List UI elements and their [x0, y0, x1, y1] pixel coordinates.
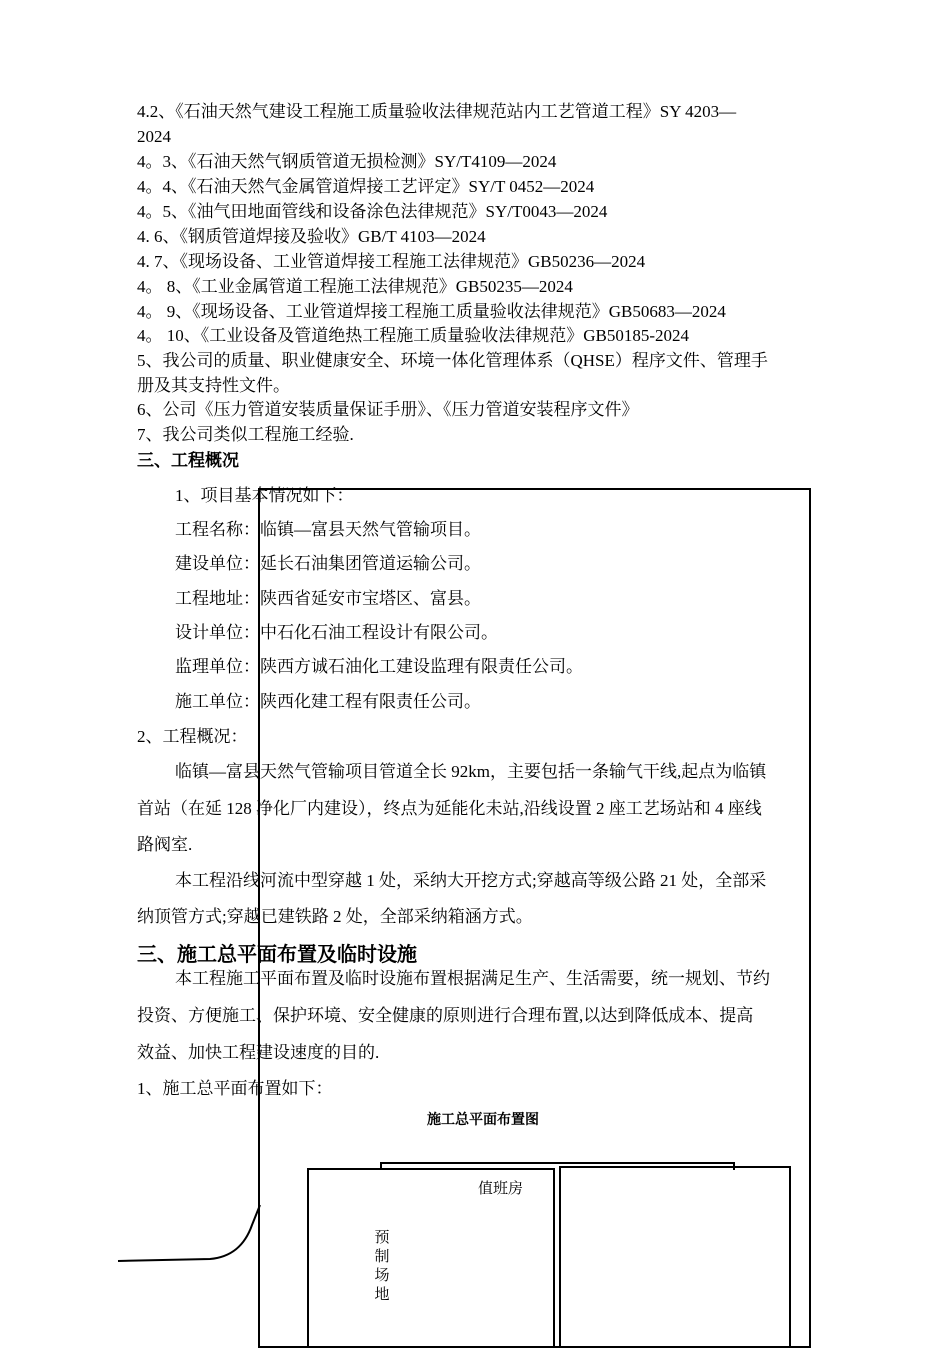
standard-item: 4. 7、《现场设备、工业管道焊接工程施工法律规范》GB50236—2024: [137, 252, 646, 271]
crossing-paragraph: 本工程沿线河流中型穿越 1 处，采纳大开挖方式;穿越高等级公路 21 处，全部采: [175, 871, 767, 890]
standard-item: 4。5、《油气田地面管线和设备涂色法律规范》SY/T0043—2024: [137, 202, 608, 221]
prefab-site-label-char: 制: [374, 1249, 390, 1265]
contractor-unit: 施工单位：陕西化建工程有限责任公司。: [175, 692, 481, 711]
supervision-unit: 监理单位：陕西方诚石油化工建设监理有限责任公司。: [175, 657, 583, 676]
section-heading-overview: 三、工程概况: [137, 451, 239, 471]
standard-item: 4。 9、《现场设备、工业管道焊接工程施工质量验收法律规范》GB50683—2024: [137, 302, 726, 321]
standard-item: 4. 6、《钢质管道焊接及验收》GB/T 4103—2024: [137, 227, 486, 246]
layout-paragraph: 效益、加快工程建设速度的目的.: [137, 1043, 380, 1062]
standard-item: 4。 10、《工业设备及管道绝热工程施工质量验收法律规范》GB50185-2024: [137, 326, 690, 345]
standard-item: 4。3、《石油天然气钢质管道无损检测》SY/T4109—2024: [137, 152, 557, 171]
layout-paragraph: 投资、方便施工、保护环境、安全健康的原则进行合理布置,以达到降低成本、提高: [137, 1006, 754, 1025]
construction-unit: 建设单位：延长石油集团管道运输公司。: [175, 554, 481, 573]
prefab-site-label-char: 场: [374, 1268, 390, 1284]
standard-item-continuation: 2024: [137, 127, 171, 146]
basis-item: 5、我公司的质量、职业健康安全、环境一体化管理体系（QHSE）程序文件、管理手: [137, 351, 768, 370]
site-plan-title: 施工总平面布置图: [427, 1112, 539, 1128]
basis-item: 7、我公司类似工程施工经验.: [137, 425, 354, 444]
basis-item: 6、公司《压力管道安装质量保证手册》、《压力管道安装程序文件》: [137, 400, 639, 419]
standard-item: 4。 8、《工业金属管道工程施工法律规范》GB50235—2024: [137, 277, 573, 296]
design-unit: 设计单位：中石化石油工程设计有限公司。: [175, 623, 498, 642]
layout-paragraph: 本工程施工平面布置及临时设施布置根据满足生产、生活需要，统一规划、节约: [175, 969, 770, 988]
prefab-site-label-char: 地: [374, 1287, 390, 1303]
overview-intro: 2、工程概况：: [137, 727, 248, 746]
standard-item: 4.2、《石油天然气建设工程施工质量验收法律规范站内工艺管道工程》SY 4203—: [137, 102, 737, 121]
project-address: 工程地址：陕西省延安市宝塔区、富县。: [175, 589, 481, 608]
duty-room-label: 值班房: [478, 1181, 524, 1197]
overview-paragraph: 路阀室.: [137, 835, 193, 854]
basis-item-continuation: 册及其支持性文件。: [137, 376, 290, 395]
basic-info-intro: 1、项目基本情况如下：: [175, 486, 354, 505]
overview-paragraph: 临镇—富县天然气管输项目管道全长 92km，主要包括一条输气干线,起点为临镇: [175, 762, 767, 781]
layout-item: 1、施工总平面布置如下：: [137, 1079, 333, 1098]
standard-item: 4。4、《石油天然气金属管道焊接工艺评定》SY/T 0452—2024: [137, 177, 595, 196]
project-name: 工程名称：临镇—富县天然气管输项目。: [175, 520, 481, 539]
prefab-site-label-char: 预: [374, 1230, 390, 1246]
overview-paragraph: 首站（在延 128 净化厂内建设），终点为延能化未站,沿线设置 2 座工艺场站和 4 座线: [137, 799, 762, 818]
road-curve: [118, 1205, 260, 1261]
section-heading-layout: 三、施工总平面布置及临时设施: [137, 942, 417, 966]
crossing-paragraph: 纳顶管方式;穿越已建铁路 2 处，全部采纳箱涵方式。: [137, 907, 533, 926]
